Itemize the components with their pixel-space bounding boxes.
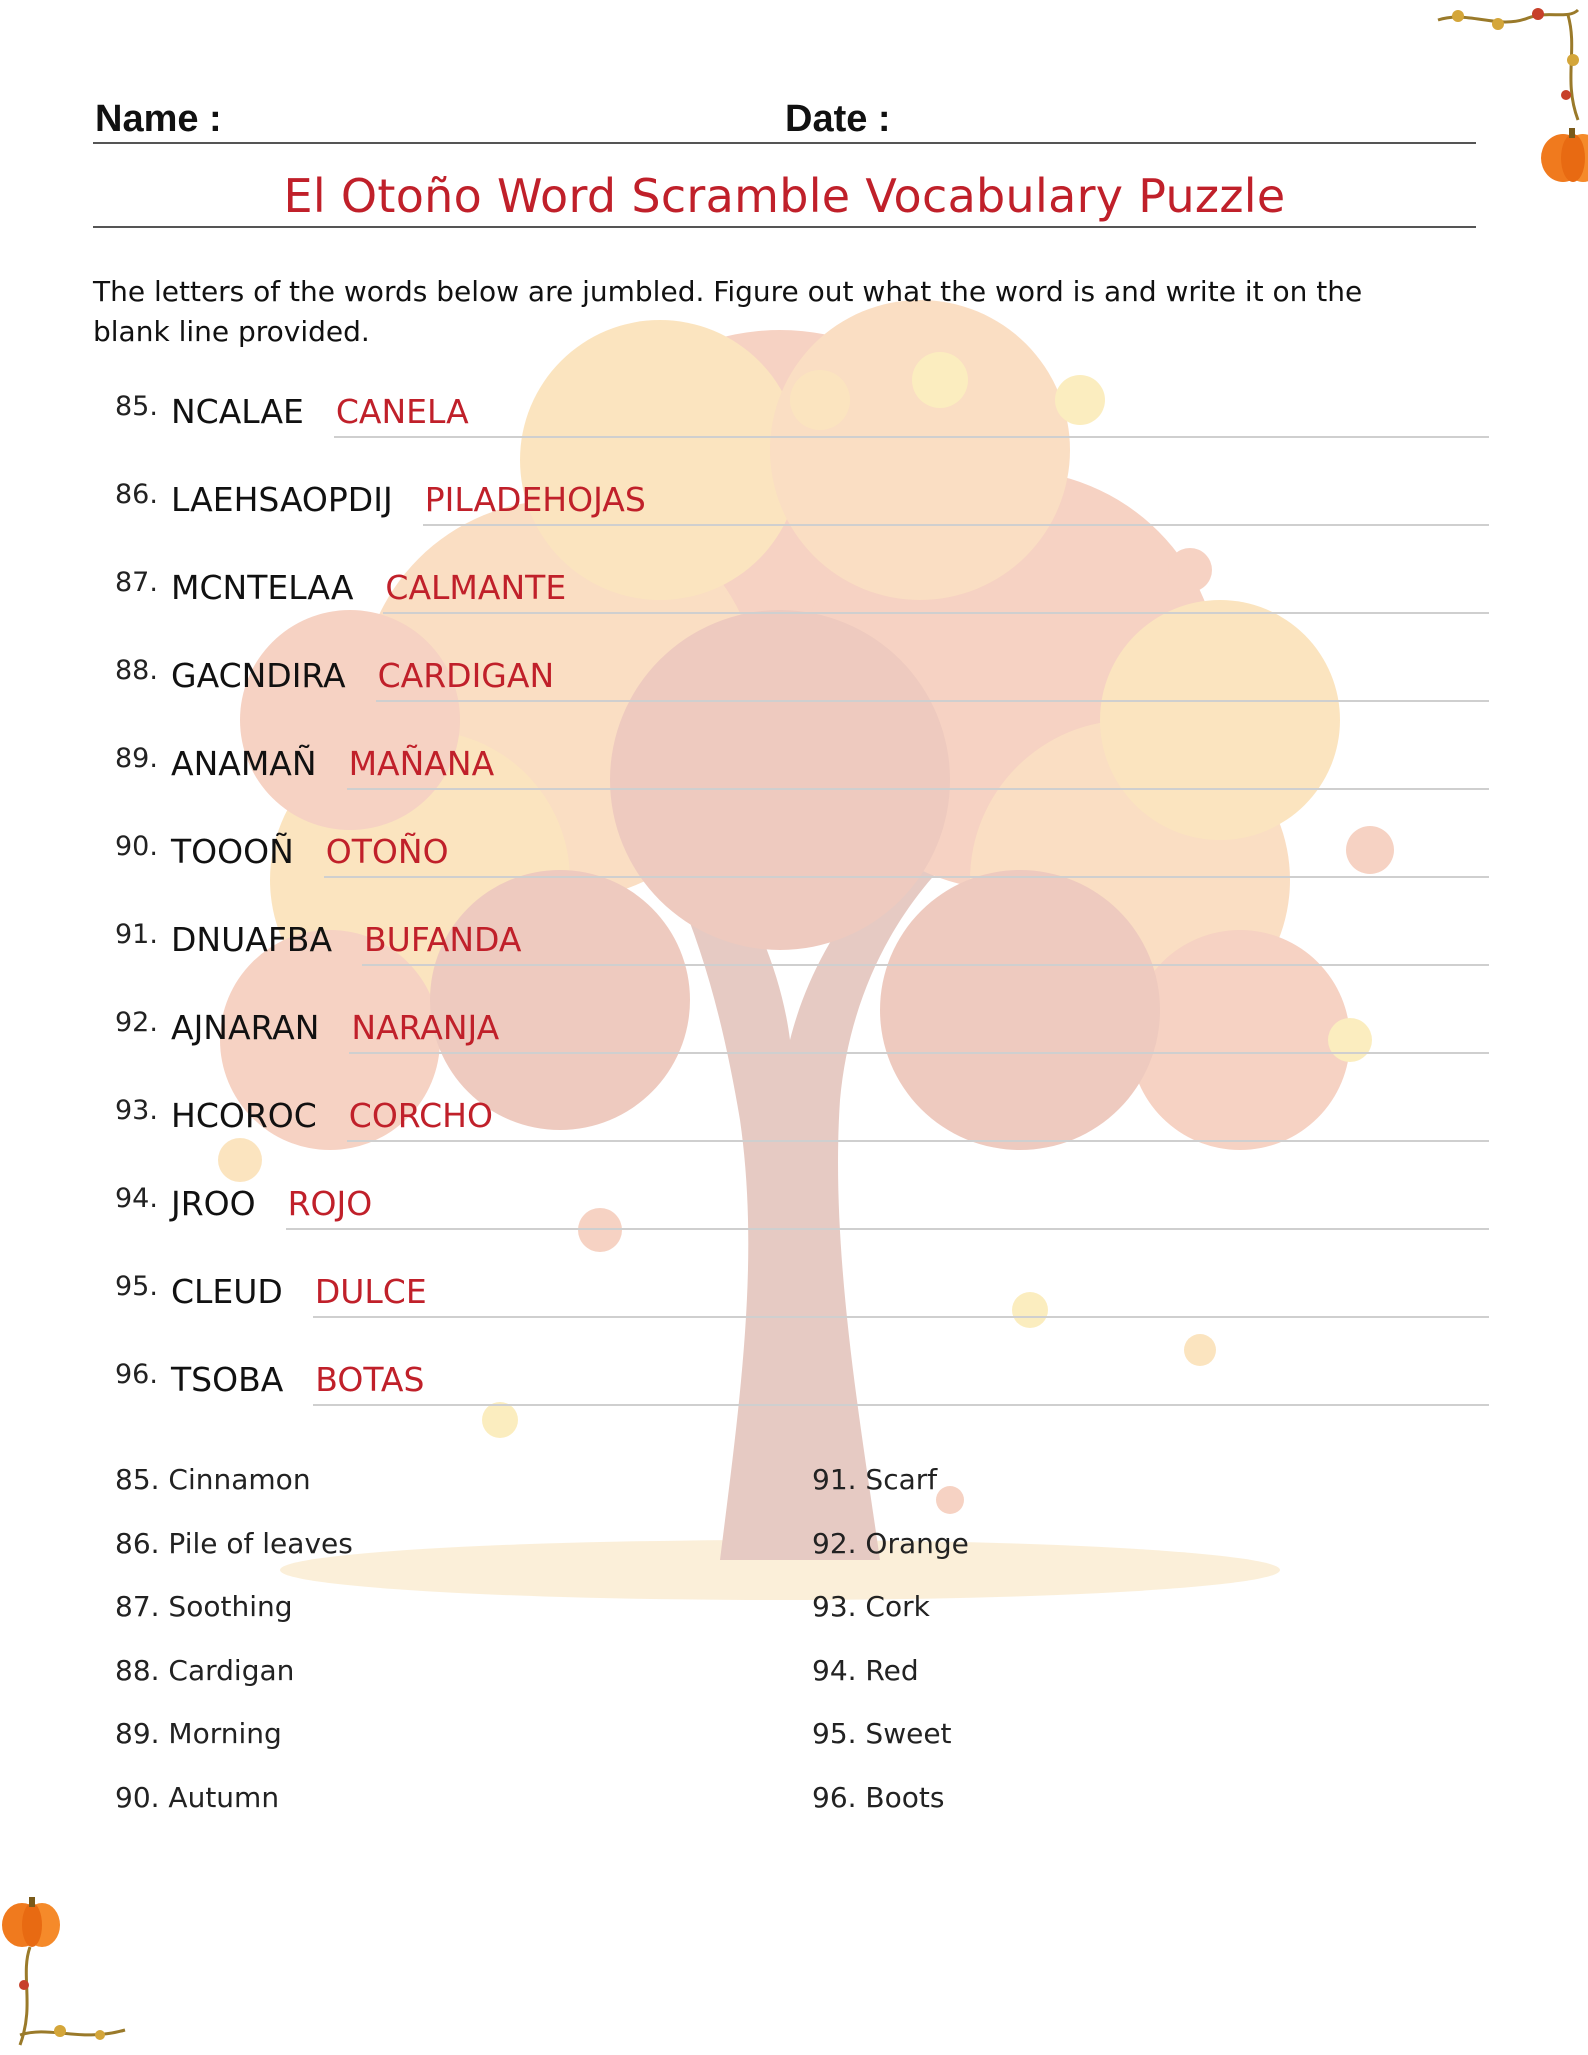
word-bank-item: 95. Sweet <box>812 1717 952 1750</box>
page-title: El Otoño Word Scramble Vocabulary Puzzle <box>283 169 1286 223</box>
puzzle-number: 90. <box>115 831 158 862</box>
puzzle-row <box>115 1258 1489 1346</box>
answer-line[interactable] <box>383 554 1489 614</box>
answer-text: PILADEHOJAS <box>424 480 646 519</box>
answer-line[interactable] <box>313 1346 1489 1406</box>
word-bank-right-column <box>812 1460 969 1841</box>
word-bank-item: 90. Autumn <box>115 1780 280 1814</box>
word-bank-item: 91. Scarf <box>812 1463 938 1496</box>
puzzle-row <box>115 1170 1489 1258</box>
scrambled-word: HCOROC <box>171 1096 317 1135</box>
answer-line[interactable] <box>313 1258 1489 1318</box>
word-bank-item: 88. Cardigan <box>115 1653 295 1687</box>
scrambled-word: MCNTELAA <box>171 568 354 607</box>
scrambled-word: TOOOÑ <box>171 832 294 871</box>
answer-line[interactable] <box>376 642 1489 702</box>
puzzle-number: 91. <box>115 919 158 950</box>
name-date-row <box>93 92 1476 144</box>
answer-text: DULCE <box>314 1272 427 1311</box>
puzzle-row <box>115 730 1489 818</box>
scrambled-word: NCALAE <box>171 392 304 431</box>
word-bank-item: 89. Morning <box>115 1717 282 1750</box>
scrambled-word: ANAMAÑ <box>171 744 317 783</box>
scrambled-word: JROO <box>171 1184 256 1223</box>
puzzle-number: 88. <box>115 655 158 686</box>
puzzle-number: 95. <box>115 1271 158 1302</box>
title-row <box>93 166 1476 228</box>
name-label: Name : <box>95 98 222 140</box>
scrambled-word: AJNARAN <box>171 1008 320 1047</box>
scrambled-word: LAEHSAOPDIJ <box>171 480 393 519</box>
answer-text: MAÑANA <box>348 744 495 783</box>
answer-text: CANELA <box>335 392 469 431</box>
word-bank-item: 85. Cinnamon <box>115 1463 311 1496</box>
answer-text: BUFANDA <box>364 920 522 959</box>
puzzle-number: 96. <box>115 1359 158 1390</box>
puzzle-row <box>115 994 1489 1082</box>
scrambled-word: GACNDIRA <box>171 656 346 695</box>
puzzle-row <box>115 1346 1489 1434</box>
word-bank-item: 92. Orange <box>812 1526 969 1560</box>
puzzle-row <box>115 378 1489 466</box>
word-bank-item: 93. Cork <box>812 1590 930 1623</box>
date-label: Date : <box>785 98 891 140</box>
scrambled-word: DNUAFBA <box>171 920 333 959</box>
puzzle-row <box>115 906 1489 994</box>
answer-text: ROJO <box>287 1184 373 1223</box>
answer-line[interactable] <box>324 818 1489 878</box>
puzzle-row <box>115 554 1489 642</box>
word-bank-item: 96. Boots <box>812 1780 945 1814</box>
answer-text: CORCHO <box>348 1096 493 1135</box>
answer-line[interactable] <box>334 378 1489 438</box>
puzzle-number: 94. <box>115 1183 158 1214</box>
word-bank <box>115 1460 1415 1860</box>
instructions-text: The letters of the words below are jumbled. Figure out what the word is and write it on the blank line provided. <box>93 275 1363 348</box>
scrambled-word: CLEUD <box>171 1272 283 1311</box>
answer-text: CARDIGAN <box>377 656 555 695</box>
answer-line[interactable] <box>286 1170 1489 1230</box>
answer-line[interactable] <box>362 906 1489 966</box>
answer-text: BOTAS <box>315 1360 425 1399</box>
puzzle-number: 85. <box>115 391 158 422</box>
puzzle-number: 86. <box>115 479 158 510</box>
word-bank-left-column <box>115 1460 353 1841</box>
puzzle-list <box>115 378 1489 1434</box>
answer-line[interactable] <box>349 994 1489 1054</box>
answer-text: OTOÑO <box>325 832 449 871</box>
puzzle-row <box>115 1082 1489 1170</box>
puzzle-number: 89. <box>115 743 158 774</box>
puzzle-row <box>115 466 1489 554</box>
puzzle-number: 87. <box>115 567 158 598</box>
word-bank-item: 87. Soothing <box>115 1590 293 1623</box>
word-bank-item: 86. Pile of leaves <box>115 1526 353 1560</box>
pumpkin-vine-icon <box>0 1885 140 2055</box>
puzzle-row <box>115 818 1489 906</box>
answer-line[interactable] <box>347 1082 1489 1142</box>
answer-line[interactable] <box>347 730 1489 790</box>
puzzle-number: 92. <box>115 1007 158 1038</box>
word-bank-item: 94. Red <box>812 1653 919 1687</box>
answer-text: CALMANTE <box>385 568 567 607</box>
scrambled-word: TSOBA <box>171 1360 284 1399</box>
puzzle-number: 93. <box>115 1095 158 1126</box>
answer-text: NARANJA <box>351 1008 500 1047</box>
puzzle-row <box>115 642 1489 730</box>
answer-line[interactable] <box>423 466 1489 526</box>
